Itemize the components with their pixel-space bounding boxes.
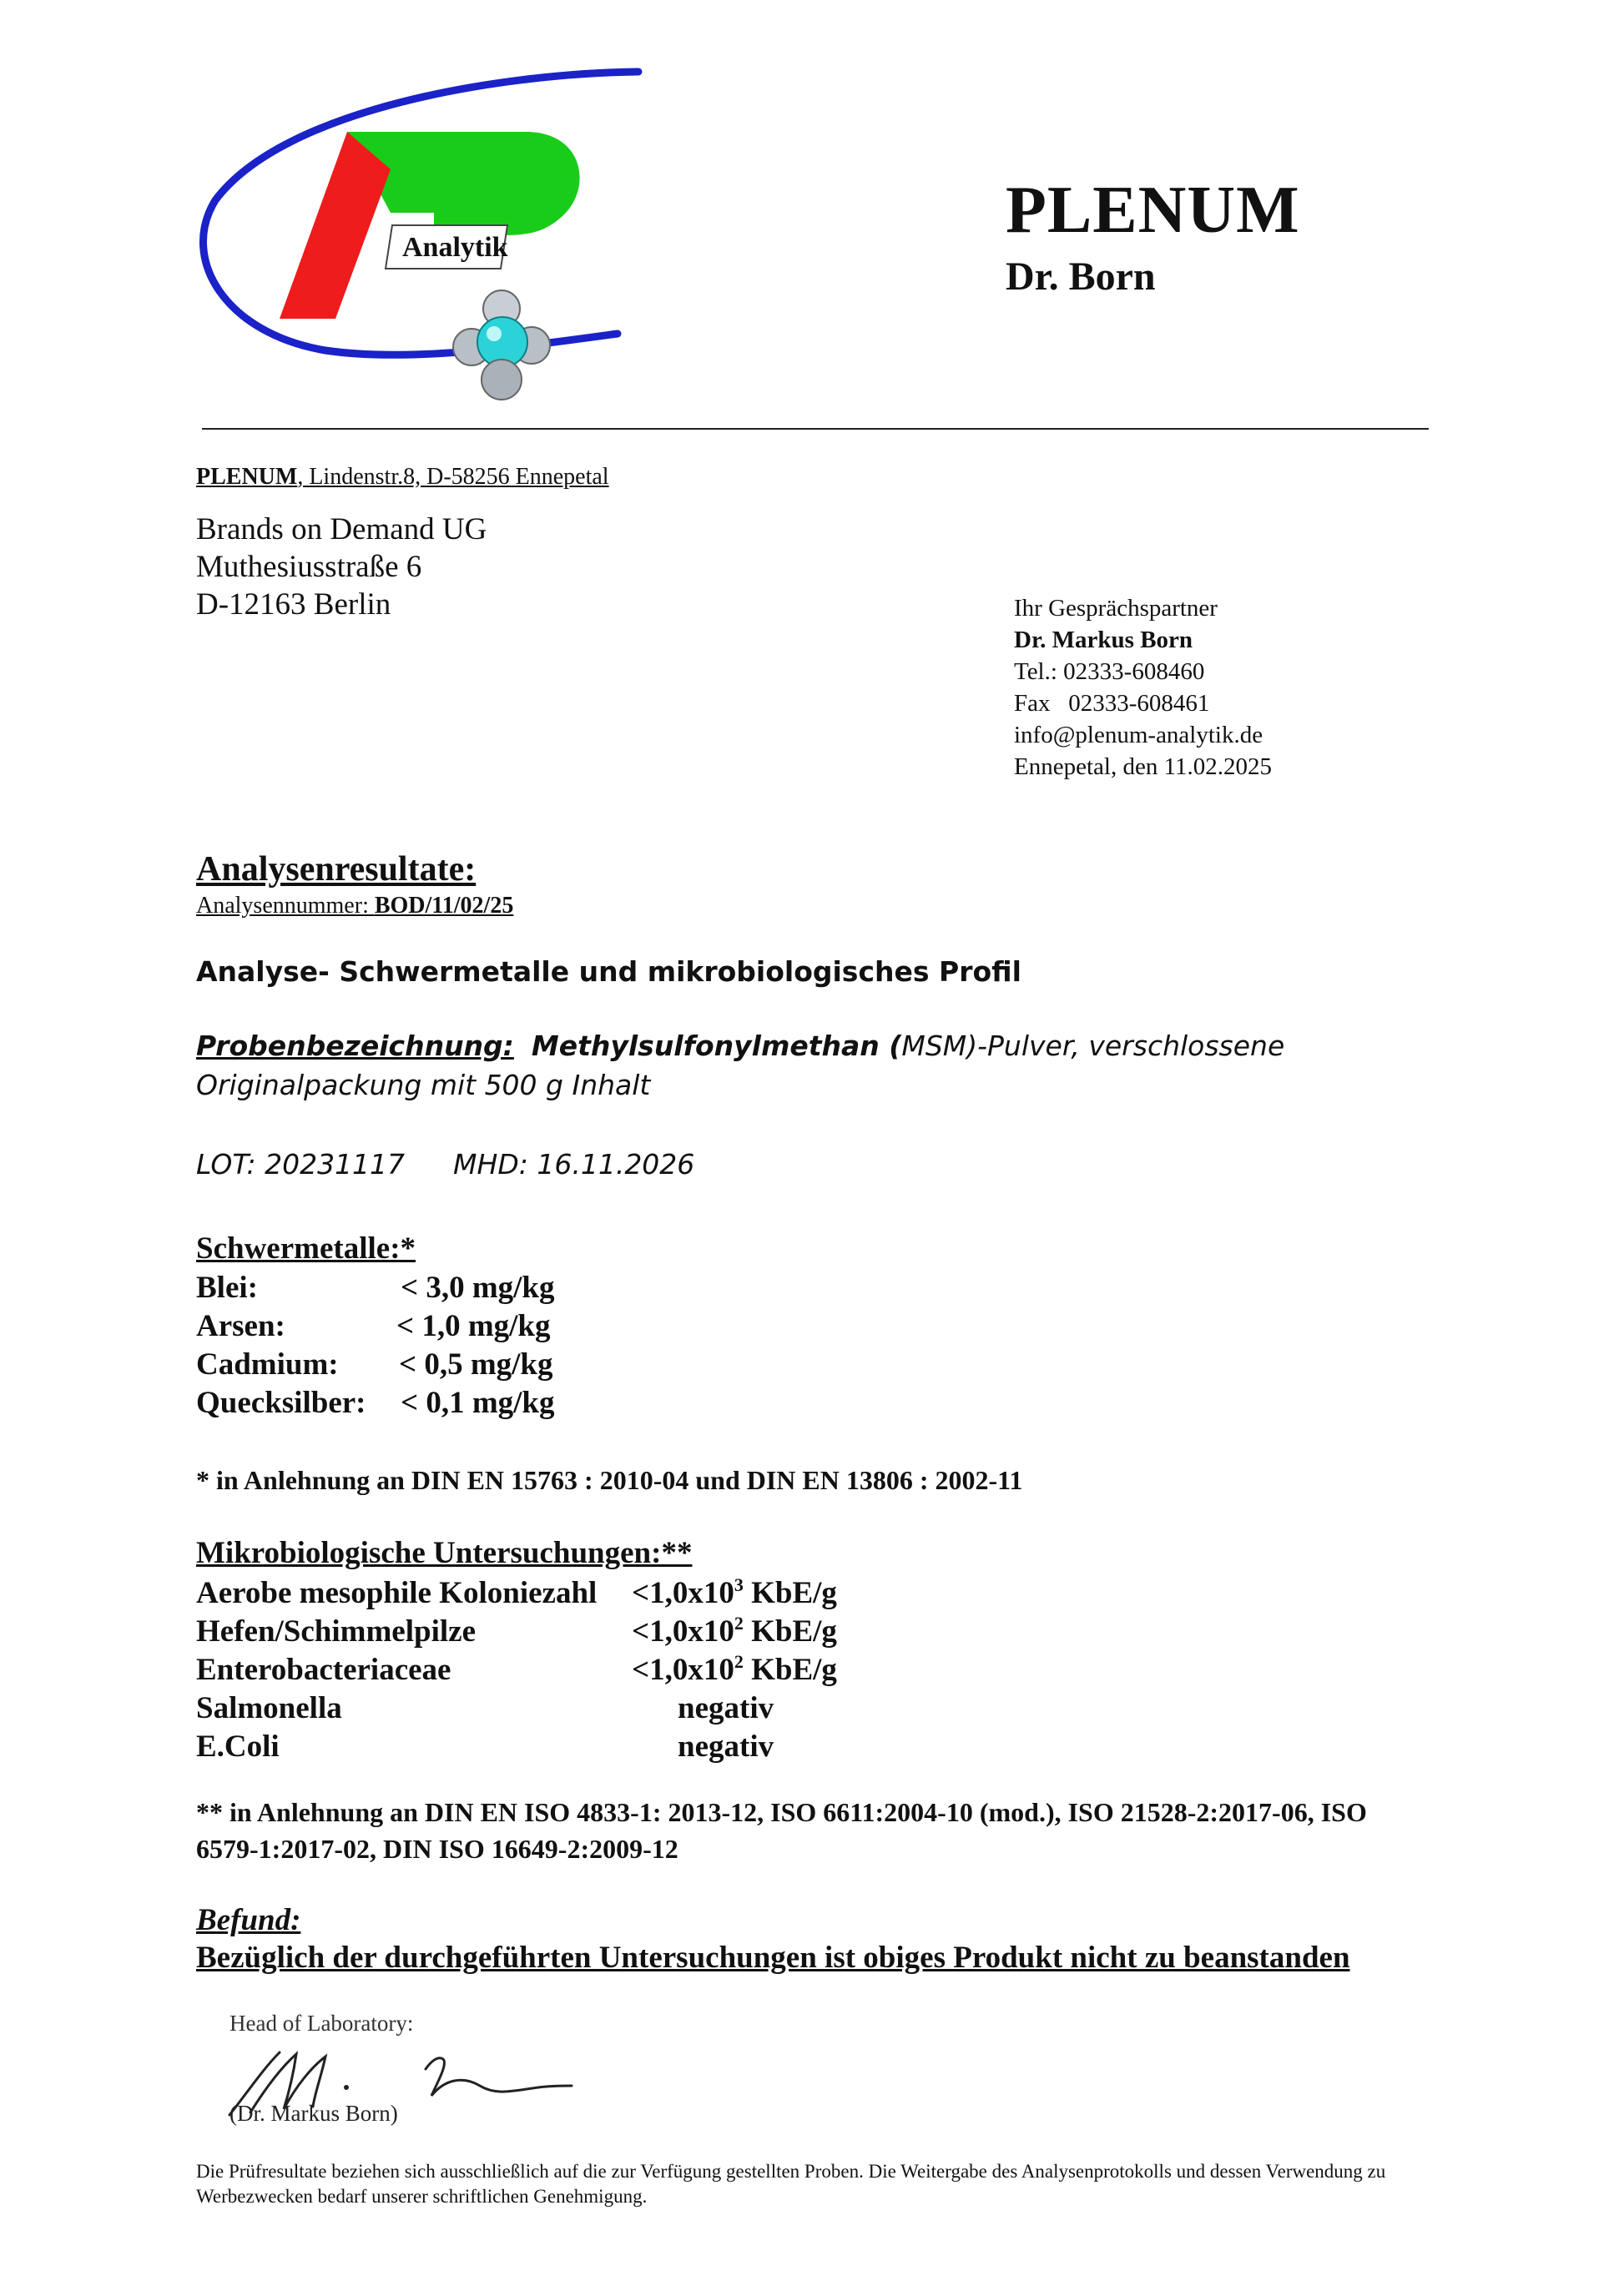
footer-disclaimer: Die Prüfresultate beziehen sich ausschließlich auf die zur Verfügung gestellten Proben. Die Weitergabe des Analysenprotokolls und dessen Verwendung zu Werbezwecken bedarf unserer schriftlichen Genehmigung. xyxy=(196,2161,1386,2207)
micro-row xyxy=(196,1613,837,1649)
befund-heading: Befund: xyxy=(196,1903,301,1937)
micro-test-name: Hefen/Schimmelpilze xyxy=(196,1614,476,1649)
micro-test-name: Salmonella xyxy=(196,1691,342,1725)
micro-test-name: Enterobacteriaceae xyxy=(196,1653,451,1687)
micro-footnote: ** in Anlehnung an DIN EN ISO 4833-1: 2013-12, ISO 6611:2004-10 (mod.), ISO 21528-2:2017-06, ISO 6579-1:2017-02, DIN ISO 16649-2:2009-12 xyxy=(196,1797,1367,1864)
analysis-number-value: BOD/11/02/25 xyxy=(374,893,514,919)
metal-name: Cadmium: xyxy=(196,1347,339,1382)
micro-row xyxy=(196,1574,837,1611)
recipient-address xyxy=(196,511,487,623)
recipient-name: Brands on Demand UG xyxy=(196,512,487,546)
recipient-city: D-12163 Berlin xyxy=(196,587,391,622)
analysis-number-label: Analysennummer: xyxy=(196,893,375,919)
metal-name: Blei: xyxy=(196,1271,258,1305)
micro-row xyxy=(196,1690,774,1726)
logo-text: Analytik xyxy=(402,232,508,263)
micro-row xyxy=(196,1729,774,1765)
lot-number: LOT: 20231117 xyxy=(196,1148,406,1181)
micro-value: negativ xyxy=(678,1691,774,1725)
header-divider xyxy=(202,428,1429,430)
micro-value: $<1,0x10^3$ KbE/g xyxy=(632,1574,837,1610)
metal-value: < 0,1 mg/kg xyxy=(401,1386,555,1420)
befund-text: Bezüglich der durchgeführten Untersuchungen ist obiges Produkt nicht zu beanstanden xyxy=(196,1941,1350,1975)
micro-row xyxy=(196,1651,837,1688)
results-heading: Analysenresultate: xyxy=(196,850,477,889)
metal-value: < 0,5 mg/kg xyxy=(399,1347,553,1382)
heavy-metal-row xyxy=(196,1347,553,1382)
brand-name: PLENUM xyxy=(1006,174,1300,247)
signature-name: (Dr. Markus Born) xyxy=(229,2101,398,2126)
contact-email: info@plenum-analytik.de xyxy=(1014,722,1263,748)
micro-test-name: E.Coli xyxy=(196,1730,280,1764)
lot-line xyxy=(196,1148,694,1181)
sample-label: Probenbezeichnung: xyxy=(196,1030,514,1062)
micro-value: negativ xyxy=(678,1730,774,1764)
sample-description xyxy=(196,1026,1431,1105)
contact-label: Ihr Gesprächspartner xyxy=(1014,595,1218,622)
signature-head-label: Head of Laboratory: xyxy=(229,2011,414,2036)
micro-heading: Mikrobiologische Untersuchungen:** xyxy=(196,1536,693,1570)
heavy-metal-row xyxy=(196,1270,555,1306)
metal-value: < 3,0 mg/kg xyxy=(401,1271,555,1305)
sender-address xyxy=(196,464,609,491)
metal-name: Quecksilber: xyxy=(196,1386,366,1420)
heavy-metals-footnote: * in Anlehnung an DIN EN 15763 : 2010-04 und DIN EN 13806 : 2002-11 xyxy=(196,1465,1023,1495)
heavy-metal-row xyxy=(196,1308,551,1344)
best-before: MHD: 16.11.2026 xyxy=(453,1148,695,1181)
molecule-icon xyxy=(453,290,550,400)
micro-value: $<1,0x10^2$ KbE/g xyxy=(632,1651,837,1687)
sample-name: Methylsulfonylmethan ( xyxy=(531,1030,902,1062)
sender-street: , Lindenstr.8, D-58256 Ennepetal xyxy=(297,464,609,490)
contact-block xyxy=(1014,592,1272,783)
metal-value: < 1,0 mg/kg xyxy=(396,1309,551,1343)
micro-test-name: Aerobe mesophile Koloniezahl xyxy=(196,1576,598,1610)
micro-value: $<1,0x10^2$ KbE/g xyxy=(632,1613,837,1649)
analysis-number xyxy=(196,893,513,919)
sender-company: PLENUM xyxy=(196,464,298,490)
contact-name: Dr. Markus Born xyxy=(1014,627,1193,653)
analysis-title: Analyse- Schwermetalle und mikrobiologisches Profil xyxy=(196,955,1021,988)
brand-subtitle: Dr. Born xyxy=(1006,254,1156,299)
plenum-analytik-logo xyxy=(184,58,651,409)
contact-fax: Fax 02333-608461 xyxy=(1014,690,1210,717)
recipient-street: Muthesiusstraße 6 xyxy=(196,550,422,584)
metal-name: Arsen: xyxy=(196,1309,285,1343)
contact-date: Ennepetal, den 11.02.2025 xyxy=(1014,753,1272,780)
contact-tel: Tel.: 02333-608460 xyxy=(1014,658,1205,685)
heavy-metal-row xyxy=(196,1385,555,1421)
heavy-metals-heading: Schwermetalle:* xyxy=(196,1231,416,1266)
sample-desc: MSM)-Pulver, verschlossene Originalpackung mit 500 g Inhalt xyxy=(196,1030,1285,1101)
